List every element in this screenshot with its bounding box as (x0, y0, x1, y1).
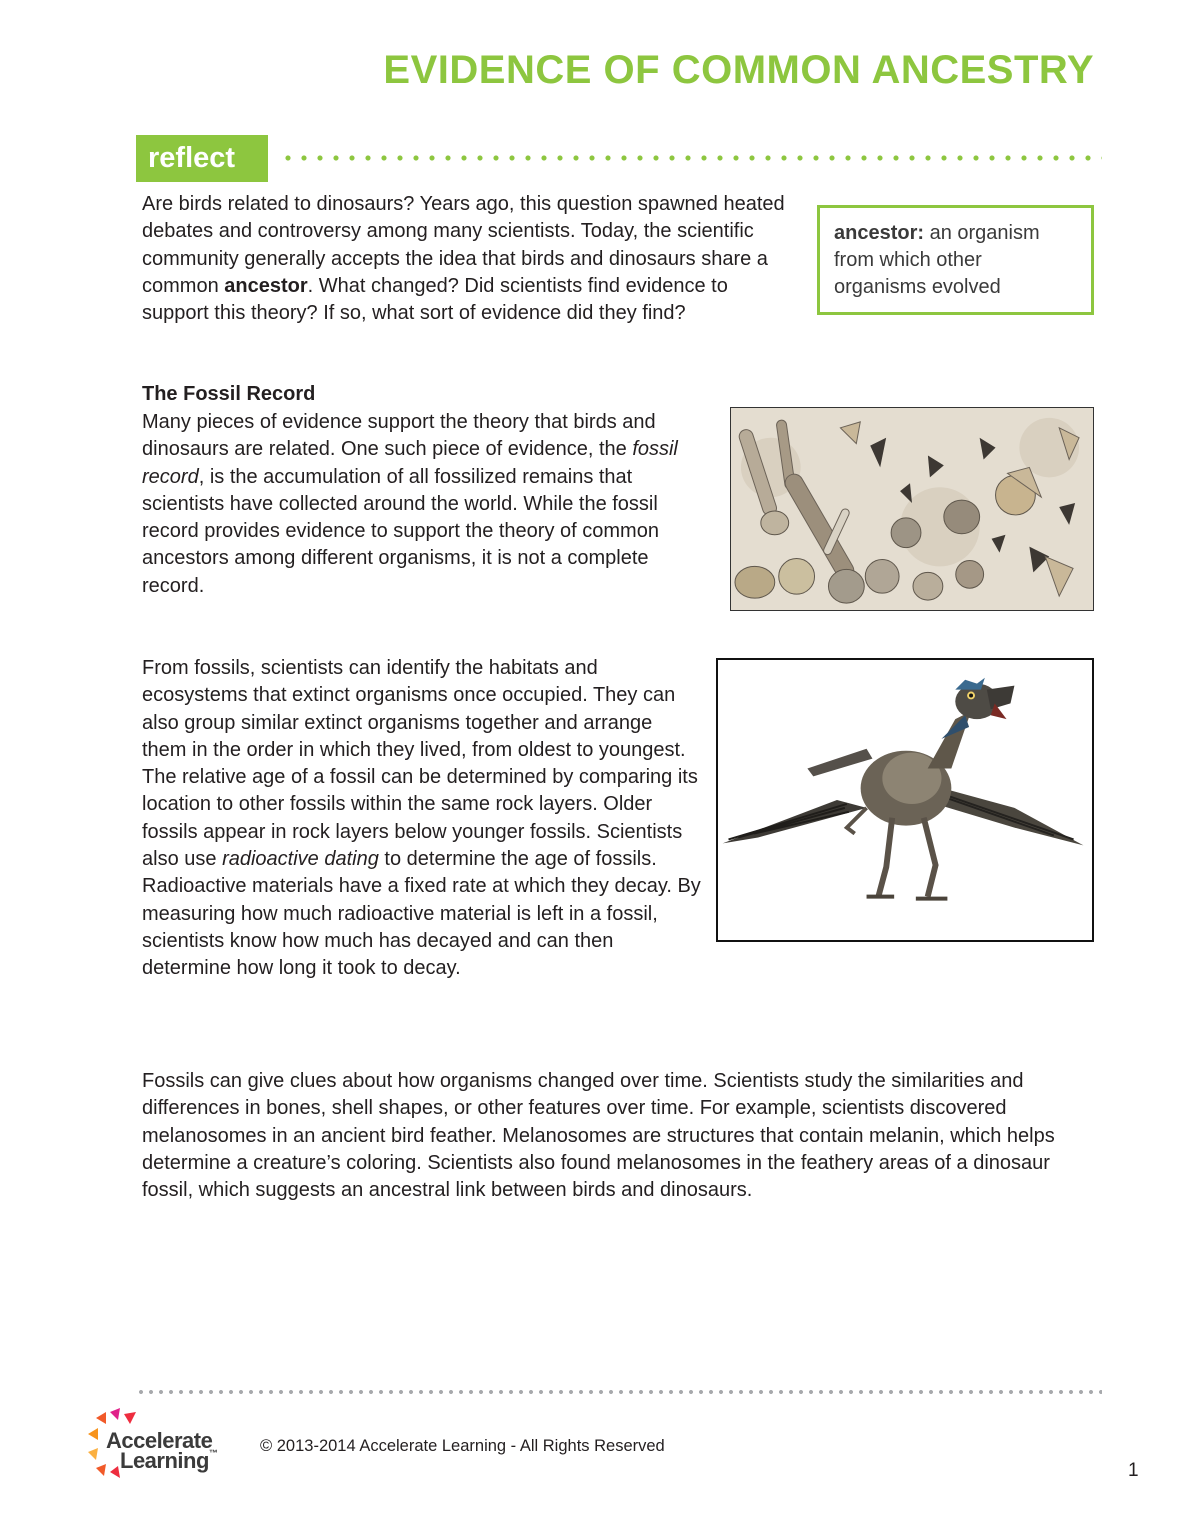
fossil-text-end: , is the accumulation of all fossilized remains that scientists have collected around the world. While the fossil record provides evidence to support the theory of common ancestors among different organisms, it is not a complete record. (142, 465, 659, 597)
radioactive-dating-term: radioactive dating (222, 848, 379, 871)
logo-text-accelerate: Accelerate (106, 1428, 213, 1453)
logo-trademark: ™ (208, 1448, 218, 1458)
reflect-section-tag: reflect (136, 135, 268, 182)
fossil-record-term: fossil record (142, 438, 678, 488)
definition-text: an organism from which other organisms evolved (834, 222, 1040, 298)
fossils-photo (730, 407, 1094, 611)
fossil-record-paragraph (142, 409, 702, 600)
intro-paragraph (142, 191, 792, 327)
fossil-record-heading: The Fossil Record (142, 383, 316, 405)
feathered-dinosaur-illustration (718, 660, 1092, 940)
relative-age-paragraph (142, 655, 702, 983)
relative-age-text-start: From fossils, scientists can identify the habitats and ecosystems that extinct organisms once occupied. They can also group similar extinct organisms together and arrange them in the order in which they lived, from oldest to youngest. The relative age of a fossil can be determined by comparing its location to other fossils within the same rock layers. Older fossils appear in rock layers below younger fossils. Scientists also use (142, 657, 698, 871)
relative-age-text-end: to determine the age of fossils. Radioactive materials have a fixed rate at which they decay. By measuring how much radioactive material is left in a fossil, scientists know how much has decayed and can then determine how long it took to decay. (142, 848, 701, 980)
intro-text-start: Are birds related to dinosaurs? Years ago, this question spawned heated debates and controversy among many scientists. Today, the scientific community generally accepts the idea that birds and dinosaurs share a common (142, 193, 785, 297)
feathered-dinosaur-photo (716, 658, 1094, 942)
accelerate-learning-logo (86, 1408, 248, 1480)
vocabulary-definition-box (817, 205, 1094, 315)
logo-learning-word: Learning (120, 1448, 209, 1473)
fossils-illustration (731, 408, 1093, 610)
clues-paragraph: Fossils can give clues about how organisms changed over time. Scientists study the similarities and differences in bones, shell shapes, or other features over time. For example, scientists discovered melanosomes in an ancient bird feather. Melanosomes are structures that contain melanin, which helps determine a creature’s coloring. Scientists also found melanosomes in the feathery areas of a dinosaur fossil, which suggests an ancestral link between birds and dinosaurs. (142, 1070, 1055, 1202)
page-number: 1 (1128, 1460, 1139, 1481)
intro-text-end: . What changed? Did scientists find evidence to support this theory? If so, what sort of evidence did they find? (142, 274, 728, 325)
definition-term: ancestor: (834, 222, 925, 244)
section-divider (280, 154, 1102, 162)
intro-keyword: ancestor (224, 274, 308, 297)
copyright-notice: © 2013-2014 Accelerate Learning - All Rights Reserved (260, 1437, 665, 1455)
page-title: EVIDENCE OF COMMON ANCESTRY (383, 48, 1094, 92)
footer-divider (136, 1388, 1102, 1396)
logo-text-learning (120, 1448, 217, 1474)
fossil-text-start: Many pieces of evidence support the theory that birds and dinosaurs are related. One such piece of evidence, the (142, 411, 656, 461)
